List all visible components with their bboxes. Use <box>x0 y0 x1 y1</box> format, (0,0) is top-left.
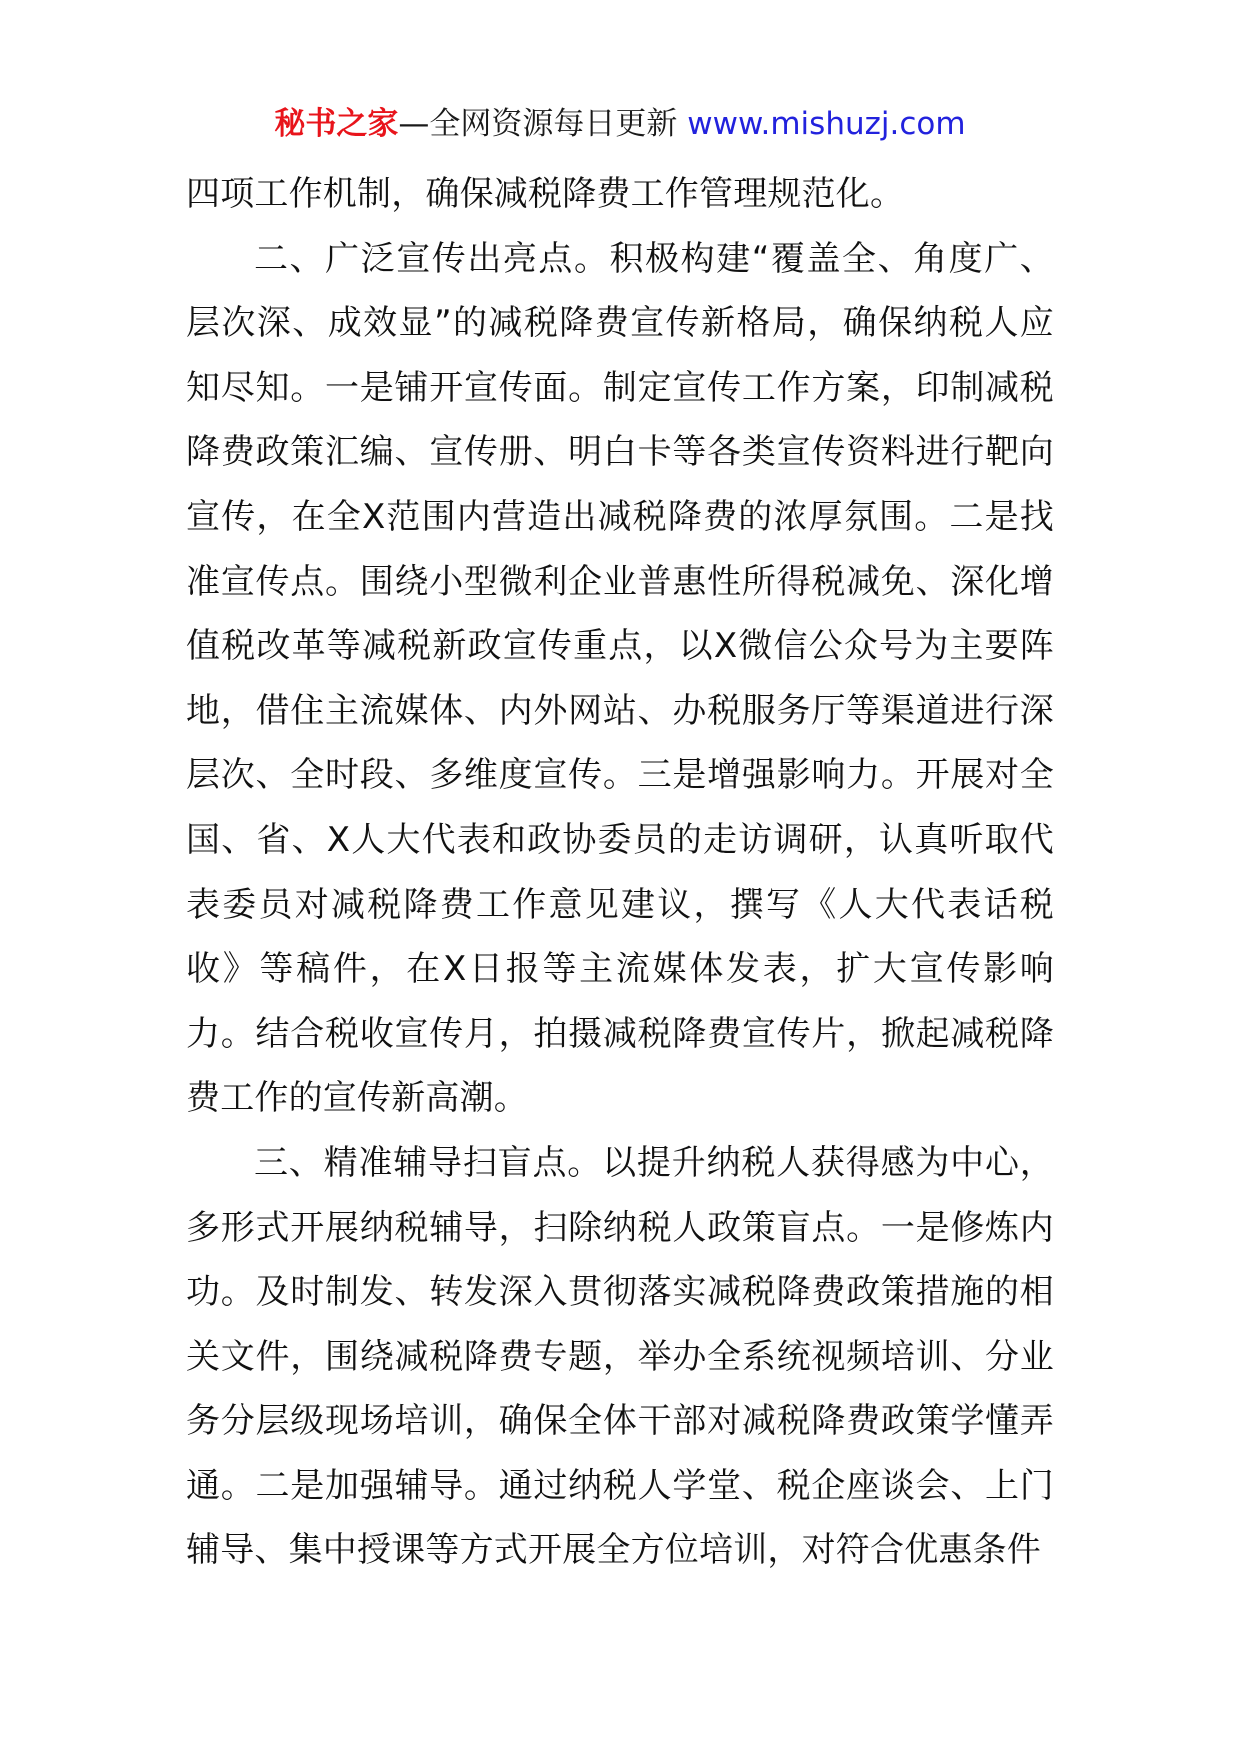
site-tagline: —全网资源每日更新 <box>398 106 688 142</box>
site-url-link[interactable]: www.mishuzj.com <box>687 106 966 142</box>
document-body <box>186 162 1054 1583</box>
paragraph-guidance: 三、精准辅导扫盲点。以提升纳税人获得感为中心，多形式开展纳税辅导，扫除纳税人政策盲点。一是修炼内功。及时制发、转发深入贯彻落实减税降费政策措施的相关文件，围绕减税降费专题，举办全系统视频培训、分业务分层级现场培训，确保全体干部对减税降费政策学懂弄通。二是加强辅导。通过纳税人学堂、税企座谈会、上门辅导、集中授课等方式开展全方位培训，对符合优惠条件 <box>186 1142 1054 1571</box>
paragraph-continuation: 四项工作机制，确保减税降费工作管理规范化。 <box>186 174 905 214</box>
paragraph-publicity: 二、广泛宣传出亮点。积极构建“覆盖全、角度广、层次深、成效显”的减税降费宣传新格局，确保纳税人应知尽知。一是铺开宣传面。制定宣传工作方案，印制减税降费政策汇编、宣传册、明白卡等各类宣传资料进行靶向宣传，在全X范围内营造出减税降费的浓厚氛围。二是找准宣传点。围绕小型微利企业普惠性所得税减免、深化增值税改革等减税新政宣传重点，以X微信公众号为主要阵地，借住主流媒体、内外网站、办税服务厅等渠道进行深层次、全时段、多维度宣传。三是增强影响力。开展对全国、省、X人大代表和政协委员的走访调研，认真听取代表委员对减税降费工作意见建议，撰写《人大代表话税收》等稿件，在X日报等主流媒体发表，扩大宣传影响力。结合税收宣传月，拍摄减税降费宣传片，掀起减税降费工作的宣传新高潮。 <box>186 238 1054 1119</box>
site-header <box>0 100 1240 148</box>
site-brand: 秘书之家 <box>274 106 399 142</box>
